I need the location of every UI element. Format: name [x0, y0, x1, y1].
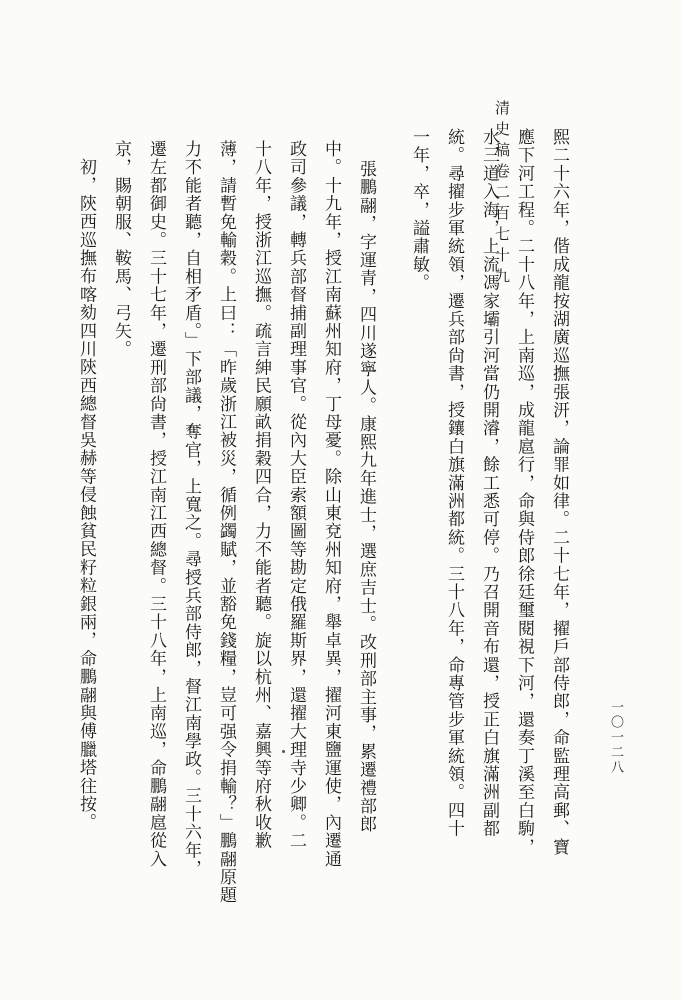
text-column: 十八年，授浙江巡撫。疏言紳民願畝捐穀四合，力不能者聽。旋以杭州、嘉興等府秋收歉	[251, 140, 271, 850]
ink-speck	[282, 750, 285, 753]
text-column: 政司參議，轉兵部督捕副理事官。從內大臣索額圖等勘定俄羅斯界，還擢大理寺少卿。二	[286, 140, 306, 850]
text-column: 力不能者聽，自相矛盾。」下部議，奪官，上寬之。尋授兵部侍郎，督江南學政。三十六年，	[181, 140, 201, 878]
text-column: 遷左都御史。三十七年，遷刑部尙書，授江南江西總督。三十八年，上南巡，命鵬翮扈從入	[146, 140, 166, 868]
text-column: 水三道入海，上流馮家壩引河當仍開濬，餘工悉可停。乃召開音布還，授正白旗滿洲副都	[479, 128, 499, 838]
text-column: 熙二十六年，偕成龍按湖廣巡撫張汧，論罪如律。二十七年，擢戶部侍郎，命監理高郵、寶	[549, 128, 569, 856]
text-column: 應下河工程。二十八年，上南巡，成龍扈行，命與侍郎徐廷璽閱視下河，還奏丁溪至白駒，	[514, 128, 534, 856]
text-column: 統。尋擢步軍統領，遷兵部尙書，授鑲白旗滿洲都統。三十八年，命專管步軍統領。四十	[444, 128, 464, 838]
text-column: 初，陝西巡撫布喀劾四川陝西總督吳赫等侵蝕貧民籽粒銀兩，命鵬翮與傅臘塔往按。	[76, 158, 96, 832]
page-number: 一〇一二八	[608, 700, 623, 775]
text-column: 張鵬翮，字運青，四川遂寧人。康熙九年進士，選庶吉士。改刑部主事，累遷禮部郎	[356, 160, 376, 834]
text-column: 一年，卒，謚肅敏。	[409, 128, 429, 292]
running-title: 清史稿卷二百七十九	[493, 100, 511, 289]
text-column: 京，賜朝服、鞍馬、弓矢。	[111, 140, 131, 359]
text-column: 中。十九年，授江南蘇州知府，丁母憂。除山東兗州知府，舉卓異，擢河東鹽運使，內遷通	[321, 140, 341, 868]
text-column: 薄，請暫免輸穀。上曰：「昨歲浙江被災，循例蠲賦，並豁免錢糧，豈可强令捐輸？」鵬翮原題	[216, 140, 236, 905]
